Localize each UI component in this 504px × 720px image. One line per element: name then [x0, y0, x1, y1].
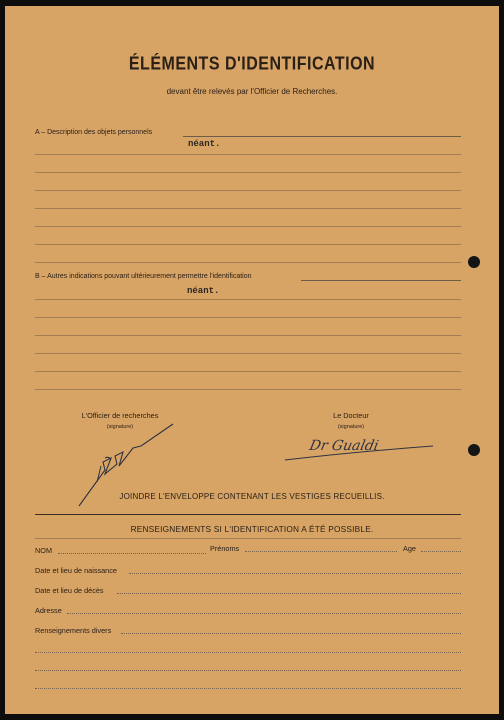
- divers-continuation-line[interactable]: [35, 652, 461, 653]
- section-b-first-line: [301, 280, 461, 281]
- punch-hole: [468, 444, 480, 456]
- identification-line: [35, 538, 461, 539]
- doctor-signature: [283, 430, 438, 464]
- section-b-line: [35, 389, 461, 390]
- adresse-label: Adresse: [35, 606, 62, 615]
- section-b-line: [35, 299, 461, 300]
- form-subtitle: devant être relevés par l'Officier de Recherches.: [166, 87, 338, 96]
- section-a-line: [35, 190, 461, 191]
- deces-field[interactable]: [117, 593, 461, 594]
- doctor-signature-caption: (signature): [337, 424, 365, 430]
- nom-label: NOM: [35, 546, 53, 555]
- divers-field[interactable]: [121, 633, 461, 634]
- nom-field[interactable]: [58, 553, 206, 554]
- section-a-line: [35, 154, 461, 155]
- identification-heading: RENSEIGNEMENTS SI L'IDENTIFICATION A ÉTÉ POSSIBLE.: [130, 524, 374, 534]
- section-a-line: [35, 208, 461, 209]
- section-b-line: [35, 353, 461, 354]
- section-a-typed-value: néant.: [188, 139, 221, 149]
- divers-label: Renseignements divers: [35, 626, 112, 635]
- prenoms-label: Prénoms: [210, 544, 240, 553]
- divers-continuation-line[interactable]: [35, 670, 461, 671]
- section-a-label: A – Description des objets personnels: [35, 129, 153, 136]
- section-a-line: [35, 244, 461, 245]
- officer-label: L'Officier de recherches: [81, 411, 159, 420]
- officer-signature-caption: (signature): [106, 424, 134, 430]
- adresse-field[interactable]: [67, 613, 461, 614]
- punch-hole: [468, 256, 480, 268]
- doctor-label: Le Docteur: [333, 411, 369, 420]
- svg-text:Dr Gualdi: Dr Gualdi: [307, 438, 381, 454]
- section-b-line: [35, 335, 461, 336]
- naissance-label: Date et lieu de naissance: [35, 566, 117, 575]
- section-divider: [35, 514, 461, 515]
- enclosure-instruction: JOINDRE L'ENVELOPPE CONTENANT LES VESTIGES RECUEILLIS.: [119, 492, 385, 501]
- section-a-line: [35, 172, 461, 173]
- section-a-first-line: [183, 136, 461, 137]
- prenoms-field[interactable]: [245, 551, 397, 552]
- section-a-line: [35, 262, 461, 263]
- section-b-line: [35, 317, 461, 318]
- divers-continuation-line[interactable]: [35, 688, 461, 689]
- section-b-typed-value: néant.: [187, 286, 220, 296]
- identification-form: [5, 6, 499, 714]
- section-b-label: B – Autres indications pouvant ultérieurement permettre l'identification: [35, 273, 252, 280]
- age-field[interactable]: [421, 551, 461, 552]
- naissance-field[interactable]: [129, 573, 461, 574]
- age-label: Age: [403, 544, 416, 553]
- deces-label: Date et lieu de décès: [35, 586, 104, 595]
- form-title: ÉLÉMENTS D'IDENTIFICATION: [128, 54, 376, 75]
- section-a-line: [35, 226, 461, 227]
- section-b-line: [35, 371, 461, 372]
